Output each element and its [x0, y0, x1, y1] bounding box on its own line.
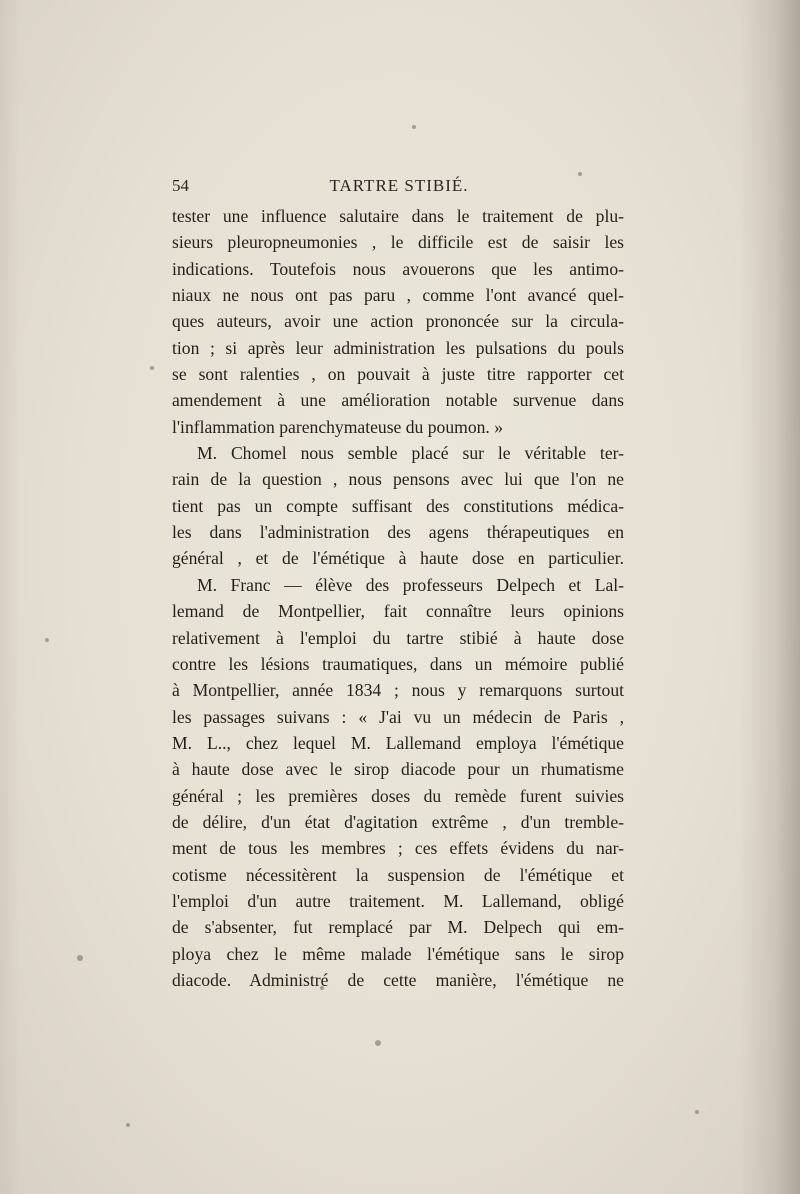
- text-line: sieurs pleuropneumonies , le difficile est de saisir les: [172, 232, 624, 253]
- text-line: général , et de l'émétique à haute dose en particulier.: [172, 548, 624, 569]
- gutter-shadow: [740, 0, 800, 1194]
- text-line: l'emploi d'un autre traitement. M. Lallemand, obligé: [172, 890, 624, 911]
- paper-speck: [412, 125, 416, 129]
- text-line: tient pas un compte suffisant des constitutions médica-: [172, 495, 624, 516]
- text-line: de s'absenter, fut remplacé par M. Delpech qui em-: [172, 917, 624, 938]
- text-line: de délire, d'un état d'agitation extrême , d'un tremble-: [172, 811, 624, 832]
- text-line: relativement à l'emploi du tartre stibié à haute dose: [172, 627, 624, 648]
- paper-speck: [77, 955, 83, 961]
- text-line: indications. Toutefois nous avouerons que les antimo-: [172, 258, 624, 279]
- text-line: M. Chomel nous semble placé sur le véritable ter-: [197, 443, 624, 464]
- text-line: contre les lésions traumatiques, dans un mémoire publié: [172, 653, 624, 674]
- text-line: ques auteurs, avoir une action prononcée sur la circula-: [172, 311, 624, 332]
- text-line: M. Franc — élève des professeurs Delpech et Lal-: [197, 574, 624, 595]
- running-head: [172, 176, 626, 200]
- text-line: M. L.., chez lequel M. Lallemand employa l'émétique: [172, 732, 624, 753]
- text-line: cotisme nécessitèrent la suspension de l'émétique et: [172, 864, 624, 885]
- paper-speck: [126, 1123, 130, 1127]
- text-line: les passages suivans : « J'ai vu un médecin de Paris ,: [172, 706, 624, 727]
- text-line: ploya chez le même malade l'émétique sans le sirop: [172, 943, 624, 964]
- text-line: lemand de Montpellier, fait connaître leurs opinions: [172, 601, 624, 622]
- text-line: niaux ne nous ont pas paru , comme l'ont avancé quel-: [172, 285, 624, 306]
- text-line: se sont ralenties , on pouvait à juste titre rapporter cet: [172, 364, 624, 385]
- text-line: l'inflammation parenchymateuse du poumon. »: [172, 416, 504, 437]
- text-line: à Montpellier, année 1834 ; nous y remarquons surtout: [172, 680, 624, 701]
- text-line: tester une influence salutaire dans le traitement de plu-: [172, 206, 624, 226]
- paper-speck: [375, 1040, 381, 1046]
- text-line: rain de la question , nous pensons avec lui que l'on ne: [172, 469, 624, 490]
- text-line: tion ; si après leur administration les pulsations du pouls: [172, 337, 624, 358]
- body-text: [172, 203, 624, 993]
- text-line: diacode. Administré de cette manière, l'émétique ne: [172, 969, 624, 990]
- text-line: ment de tous les membres ; ces effets évidens du nar-: [172, 838, 624, 859]
- page-edge-shadow: [0, 0, 20, 1194]
- text-line: amendement à une amélioration notable survenue dans: [172, 390, 624, 411]
- running-title: TARTRE STIBIÉ.: [329, 176, 469, 195]
- text-line: général ; les premières doses du remède furent suivies: [172, 785, 624, 806]
- paper-speck: [150, 366, 154, 370]
- page-number: 54: [172, 176, 189, 195]
- paper-speck: [45, 638, 49, 642]
- paper-speck: [695, 1110, 699, 1114]
- text-line: les dans l'administration des agens thérapeutiques en: [172, 522, 624, 543]
- text-line: à haute dose avec le sirop diacode pour un rhumatisme: [172, 759, 624, 780]
